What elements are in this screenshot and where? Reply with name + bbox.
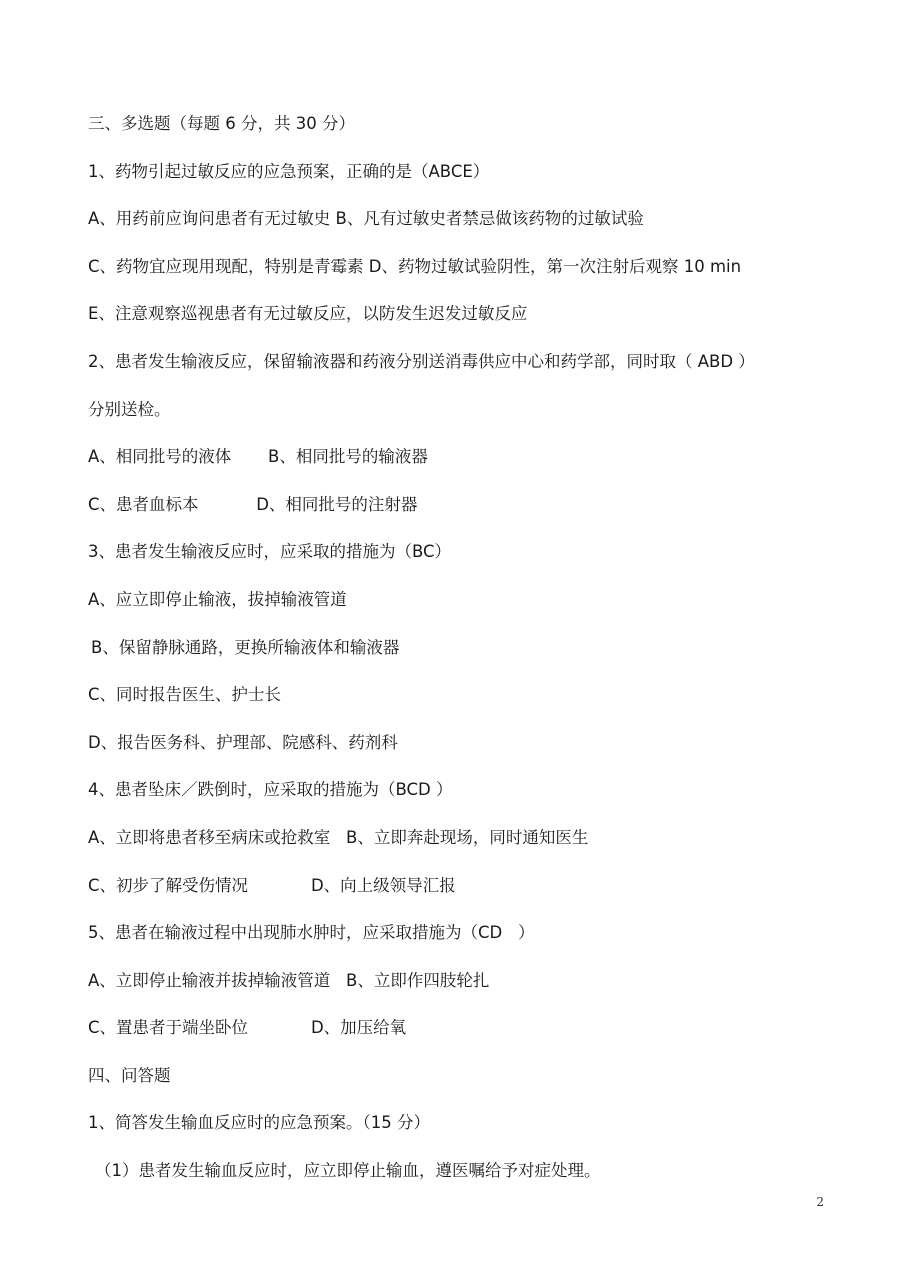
question-3: 3、患者发生输液反应时，应采取的措施为（BC） — [88, 542, 452, 562]
question-1-option-e: E、注意观察巡视患者有无过敏反应，以防发生迟发过敏反应 — [88, 304, 528, 324]
section-heading-multiple-choice: 三、多选题（每题 6 分，共 30 分） — [88, 114, 355, 133]
page-number: 2 — [816, 1195, 824, 1209]
essay-answer-1: （1）患者发生输血反应时，应立即停止输血，遵医嘱给予对症处理。 — [95, 1161, 601, 1181]
question-2-options-ab: A、相同批号的液体 B、相同批号的输液器 — [88, 447, 428, 467]
question-2: 2、患者发生输液反应，保留输液器和药液分别送消毒供应中心和药学部，同时取（ ABD ） — [88, 351, 755, 371]
question-5-options-ab: A、立即停止输液并拔掉输液管道 B、立即作四肢轮扎 — [88, 970, 490, 990]
question-4: 4、患者坠床／跌倒时，应采取的措施为（BCD ） — [88, 780, 453, 800]
question-2-continued: 分别送检。 — [88, 399, 171, 419]
question-3-option-c: C、同时报告医生、护士长 — [88, 685, 282, 705]
question-1-options-cd: C、药物宜应现用现配，特别是青霉素 D、药物过敏试验阴性，第一次注射后观察 10 min — [88, 256, 742, 276]
document-body — [88, 100, 828, 1195]
question-4-options-cd: C、初步了解受伤情况 D、向上级领导汇报 — [88, 875, 456, 895]
question-2-options-cd: C、患者血标本 D、相同批号的注射器 — [88, 494, 418, 514]
question-3-option-d: D、报告医务科、护理部、院感科、药剂科 — [88, 732, 398, 752]
essay-question-1: 1、简答发生输血反应时的应急预案。（15 分） — [88, 1113, 430, 1133]
question-3-option-a: A、应立即停止输液，拔掉输液管道 — [88, 589, 347, 609]
question-5: 5、患者在输液过程中出现肺水肿时，应采取措施为（CD ） — [88, 923, 535, 943]
question-1-options-ab: A、用药前应询问患者有无过敏史 B、凡有过敏史者禁忌做该药物的过敏试验 — [88, 209, 644, 229]
question-3-option-b: B、保留静脉通路，更换所输液体和输液器 — [91, 637, 400, 657]
question-1: 1、药物引起过敏反应的应急预案，正确的是（ABCE） — [88, 161, 490, 181]
question-5-options-cd: C、置患者于端坐卧位 D、加压给氧 — [88, 1018, 407, 1038]
question-4-options-ab: A、立即将患者移至病床或抢救室 B、立即奔赴现场，同时通知医生 — [88, 827, 589, 847]
section-heading-essay: 四、问答题 — [88, 1065, 171, 1085]
